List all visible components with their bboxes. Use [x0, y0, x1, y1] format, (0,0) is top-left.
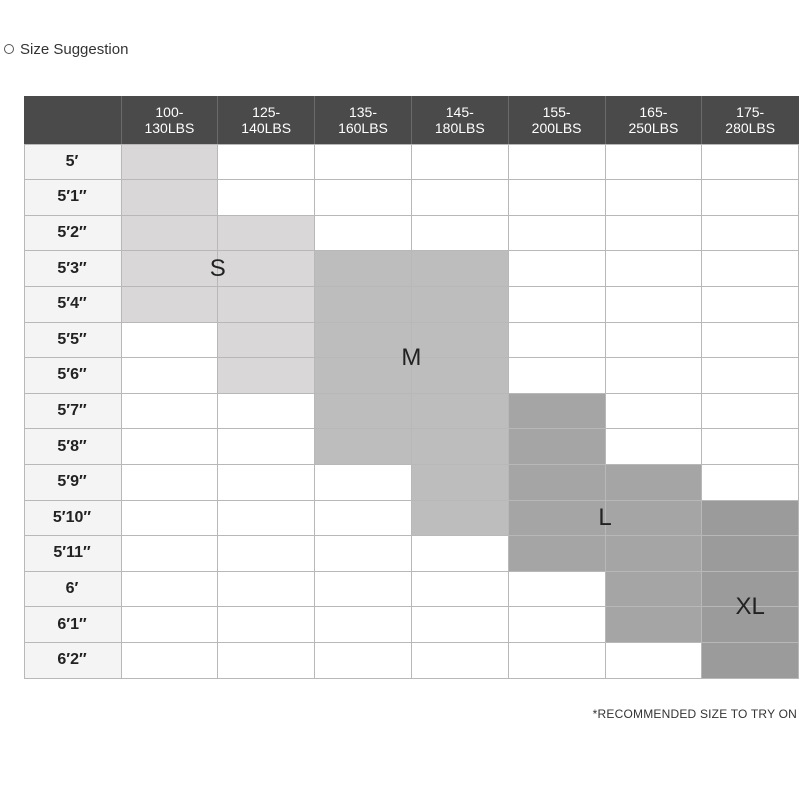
size-cell-l [605, 536, 702, 572]
size-cell-xl [702, 642, 799, 678]
size-cell-s [218, 322, 315, 358]
size-cell-m [411, 429, 508, 465]
height-row-label: 5′9″ [57, 473, 87, 491]
weight-range-label: 280LBS [725, 120, 776, 136]
grid-line-horizontal [24, 678, 799, 679]
weight-range-label: 135- [348, 104, 377, 120]
size-cell-m [411, 358, 508, 394]
height-row-label: 5′5″ [57, 330, 87, 348]
size-cell-m [411, 464, 508, 500]
size-cell-l [508, 500, 605, 536]
size-cell-s [218, 215, 315, 251]
radio-circle-icon [4, 44, 14, 54]
grid-line-vertical [121, 144, 122, 678]
size-cell-s [121, 215, 218, 251]
weight-column-header [121, 96, 218, 144]
grid-line-vertical [314, 144, 315, 678]
grid-line-horizontal [24, 179, 799, 180]
size-cell-m [315, 322, 412, 358]
height-row-label: 5′1″ [57, 188, 87, 206]
grid-line-horizontal [24, 322, 799, 323]
height-row-label: 5′8″ [57, 437, 87, 455]
grid-line-vertical [217, 144, 218, 678]
weight-range-label: 165- [639, 104, 668, 120]
weight-column-header [508, 96, 605, 144]
grid-line-horizontal [24, 215, 799, 216]
grid-line-horizontal [24, 464, 799, 465]
size-label-s: S [209, 254, 226, 282]
height-row-label: 6′2″ [57, 651, 87, 669]
weight-range-label: 160LBS [338, 120, 388, 136]
size-cell-m [411, 286, 508, 322]
weight-range-label: 250LBS [628, 120, 679, 136]
size-cell-m [315, 358, 412, 394]
size-cell-m [315, 393, 412, 429]
size-label-m: M [401, 343, 422, 371]
weight-range-label: 155- [542, 104, 571, 120]
height-row-label: 5′6″ [57, 366, 87, 384]
height-row-label: 6′ [65, 579, 79, 597]
grid-line-vertical [508, 144, 509, 678]
size-label-xl: XL [735, 592, 765, 620]
size-cell-l [508, 393, 605, 429]
size-cell-l [508, 536, 605, 572]
grid-line-horizontal [24, 250, 799, 251]
weight-column-header [315, 96, 412, 144]
grid-line-horizontal [24, 428, 799, 429]
size-cell-s [218, 286, 315, 322]
size-chart-table [24, 96, 799, 679]
weight-range-label: 180LBS [434, 120, 485, 136]
weight-range-label: 130LBS [144, 120, 195, 136]
weight-range-label: 175- [736, 104, 765, 120]
size-cell-s [218, 251, 315, 287]
height-row-label: 5′11″ [53, 544, 91, 562]
size-cell-m [315, 429, 412, 465]
height-row-label: 5′4″ [57, 295, 87, 313]
height-row-label: 5′10″ [52, 508, 92, 526]
height-row-label: 6′1″ [57, 615, 87, 633]
weight-column-header [411, 96, 508, 144]
size-cell-m [411, 322, 508, 358]
size-cell-s [121, 286, 218, 322]
size-cell-l [508, 464, 605, 500]
size-cell-m [411, 393, 508, 429]
size-cell-s [218, 358, 315, 394]
weight-range-label: 145- [445, 104, 474, 120]
weight-range-label: 100- [155, 104, 184, 120]
size-cell-xl [702, 536, 799, 572]
grid-line-horizontal [24, 393, 799, 394]
table-border [798, 144, 799, 678]
section-title: Size Suggestion [20, 40, 129, 58]
size-cell-l [605, 607, 702, 643]
size-cell-m [315, 286, 412, 322]
size-cell-m [411, 500, 508, 536]
size-cell-m [315, 251, 412, 287]
grid-line-horizontal [24, 642, 799, 643]
size-cell-l [605, 464, 702, 500]
size-cell-l [605, 500, 702, 536]
weight-column-header [702, 96, 799, 144]
weight-range-label: 125- [252, 104, 281, 120]
grid-line-horizontal [24, 571, 799, 572]
height-row-label: 5′7″ [57, 401, 87, 419]
grid-line-horizontal [24, 286, 799, 287]
weight-range-label: 200LBS [531, 120, 582, 136]
size-cell-l [605, 571, 702, 607]
grid-line-horizontal [24, 535, 799, 536]
weight-column-header [605, 96, 702, 144]
size-cell-s [121, 180, 218, 216]
grid-line-horizontal [24, 606, 799, 607]
height-row-label: 5′2″ [57, 223, 87, 241]
weight-column-header [218, 96, 315, 144]
section-header [4, 38, 128, 60]
grid-line-vertical [411, 144, 412, 678]
height-row-label: 5′3″ [57, 259, 87, 277]
size-cell-s [121, 144, 218, 180]
size-cell-s [121, 251, 218, 287]
size-label-l: L [598, 503, 612, 531]
footnote: *RECOMMENDED SIZE TO TRY ON [592, 707, 797, 721]
grid-line-horizontal [24, 500, 799, 501]
height-row-label: 5′ [65, 152, 79, 170]
grid-line-vertical [605, 144, 606, 678]
size-cell-l [508, 429, 605, 465]
size-cell-m [411, 251, 508, 287]
grid-line-vertical [701, 144, 702, 678]
size-cell-xl [702, 500, 799, 536]
weight-range-label: 140LBS [241, 120, 292, 136]
